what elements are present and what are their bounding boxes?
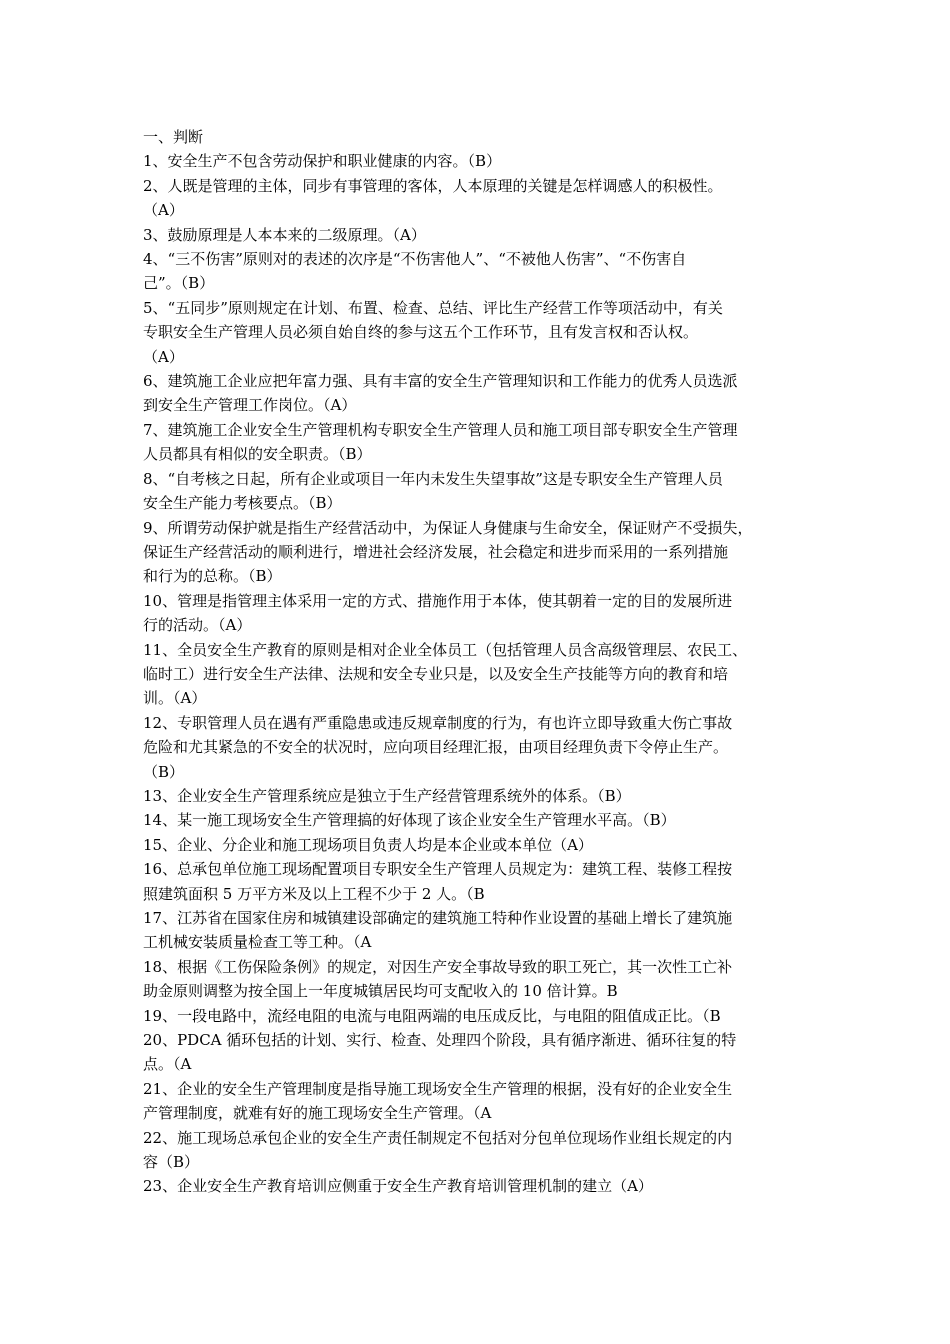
text-line: 5、“五同步”原则规定在计划、布置、检查、总结、评比生产经营工作等项活动中，有关 [143,298,723,317]
text-line: 13、企业安全生产管理系统应是独立于生产经营管理系统外的体系。（B） [143,786,631,805]
text-line: 22、施工现场总承包企业的安全生产责任制规定不包括对分包单位现场作业组长规定的内 [143,1128,733,1147]
text-line: 18、根据《工伤保险条例》的规定，对因生产安全事故导致的职工死亡，其一次性工亡补 [143,957,733,976]
text-line: 危险和尤其紧急的不安全的状况时，应向项目经理汇报，由项目经理负责下令停止生产。 [143,738,729,757]
text-line: 己”。（B） [143,274,215,293]
text-line: 10、管理是指管理主体采用一定的方式、措施作用于本体，使其朝着一定的目的发展所进 [143,591,733,610]
text-line: 容（B） [143,1153,200,1172]
text-line: 7、建筑施工企业安全生产管理机构专职安全生产管理人员和施工项目部专职安全生产管理 [143,420,738,439]
text-line: 照建筑面积 5 万平方米及以上工程不少于 2 人。（B [143,884,485,903]
text-line: 21、企业的安全生产管理制度是指导施工现场安全生产管理的根据，没有好的企业安全生 [143,1079,733,1098]
text-line: 15、企业、分企业和施工现场项目负责人均是本企业或本单位（A） [143,835,593,854]
section-heading: 一、判断 [143,128,204,146]
question-list [143,149,813,1198]
text-line: 行的活动。（A） [143,616,252,635]
text-line: 到安全生产管理工作岗位。（A） [143,396,357,415]
text-line: 保证生产经营活动的顺利进行，增进社会经济发展，社会稳定和进步而采用的一系列措施 [143,542,729,561]
text-line: 3、鼓励原理是人本本来的二级原理。（A） [143,225,426,244]
text-line: 安全生产能力考核要点。（B） [143,494,342,513]
text-line: 产管理制度，就难有好的施工现场安全生产管理。（A [143,1104,492,1123]
text-line: 2、人既是管理的主体，同步有事管理的客体，人本原理的关键是怎样调感人的积极性。 [143,176,723,195]
text-line: 19、一段电路中，流经电阻的电流与电阻两端的电压成反比，与电阻的阻值成正比。（B [143,1006,721,1025]
text-line: 14、某一施工现场安全生产管理搞的好体现了该企业安全生产管理水平高。（B） [143,811,676,830]
text-line: （B） [143,762,185,781]
text-line: 工机械安装质量检查工等工种。（A [143,933,372,952]
text-line: （A） [143,347,184,366]
text-line: 人员都具有相似的安全职责。（B） [143,445,372,464]
text-line: 专职安全生产管理人员必须自始自终的参与这五个工作环节，且有发言权和否认权。 [143,323,699,342]
text-line: 16、总承包单位施工现场配置项目专职安全生产管理人员规定为：建筑工程、装修工程按 [143,860,733,879]
text-line: 临时工）进行安全生产法律、法规和安全专业只是，以及安全生产技能等方向的教育和培 [143,664,729,683]
text-line: 助金原则调整为按全国上一年度城镇居民均可支配收入的 10 倍计算。B [143,982,618,1001]
text-line: 4、“三不伤害”原则对的表述的次序是“不伤害他人”、“不被他人伤害”、“不伤害自 [143,250,687,269]
text-line: 17、江苏省在国家住房和城镇建设部确定的建筑施工特种作业设置的基础上增长了建筑施 [143,909,733,927]
document-page [143,125,813,1199]
text-line: 训。（A） [143,689,207,708]
text-line: 9、所谓劳动保护就是指生产经营活动中，为保证人身健康与生命安全，保证财产不受损失， [143,518,753,537]
text-line: 和行为的总称。（B） [143,567,282,586]
text-line: 点。（A [143,1055,192,1074]
text-line: 8、“自考核之日起，所有企业或项目一年内未发生失望事故”这是专职安全生产管理人员 [143,469,723,488]
text-line: 11、全员安全生产教育的原则是相对企业全体员工（包括管理人员含高级管理层、农民工、 [143,640,748,659]
text-line: （A） [143,201,184,220]
text-line: 23、企业安全生产教育培训应侧重于安全生产教育培训管理机制的建立（A） [143,1177,653,1196]
text-line: 1、安全生产不包含劳动保护和职业健康的内容。（B） [143,152,502,171]
text-line: 12、专职管理人员在遇有严重隐患或违反规章制度的行为，有也许立即导致重大伤亡事故 [143,713,733,732]
text-line: 20、PDCA 循环包括的计划、实行、检查、处理四个阶段，具有循序渐进、循环往复的特 [143,1031,737,1050]
text-line: 6、建筑施工企业应把年富力强、具有丰富的安全生产管理知识和工作能力的优秀人员选派 [143,372,738,391]
